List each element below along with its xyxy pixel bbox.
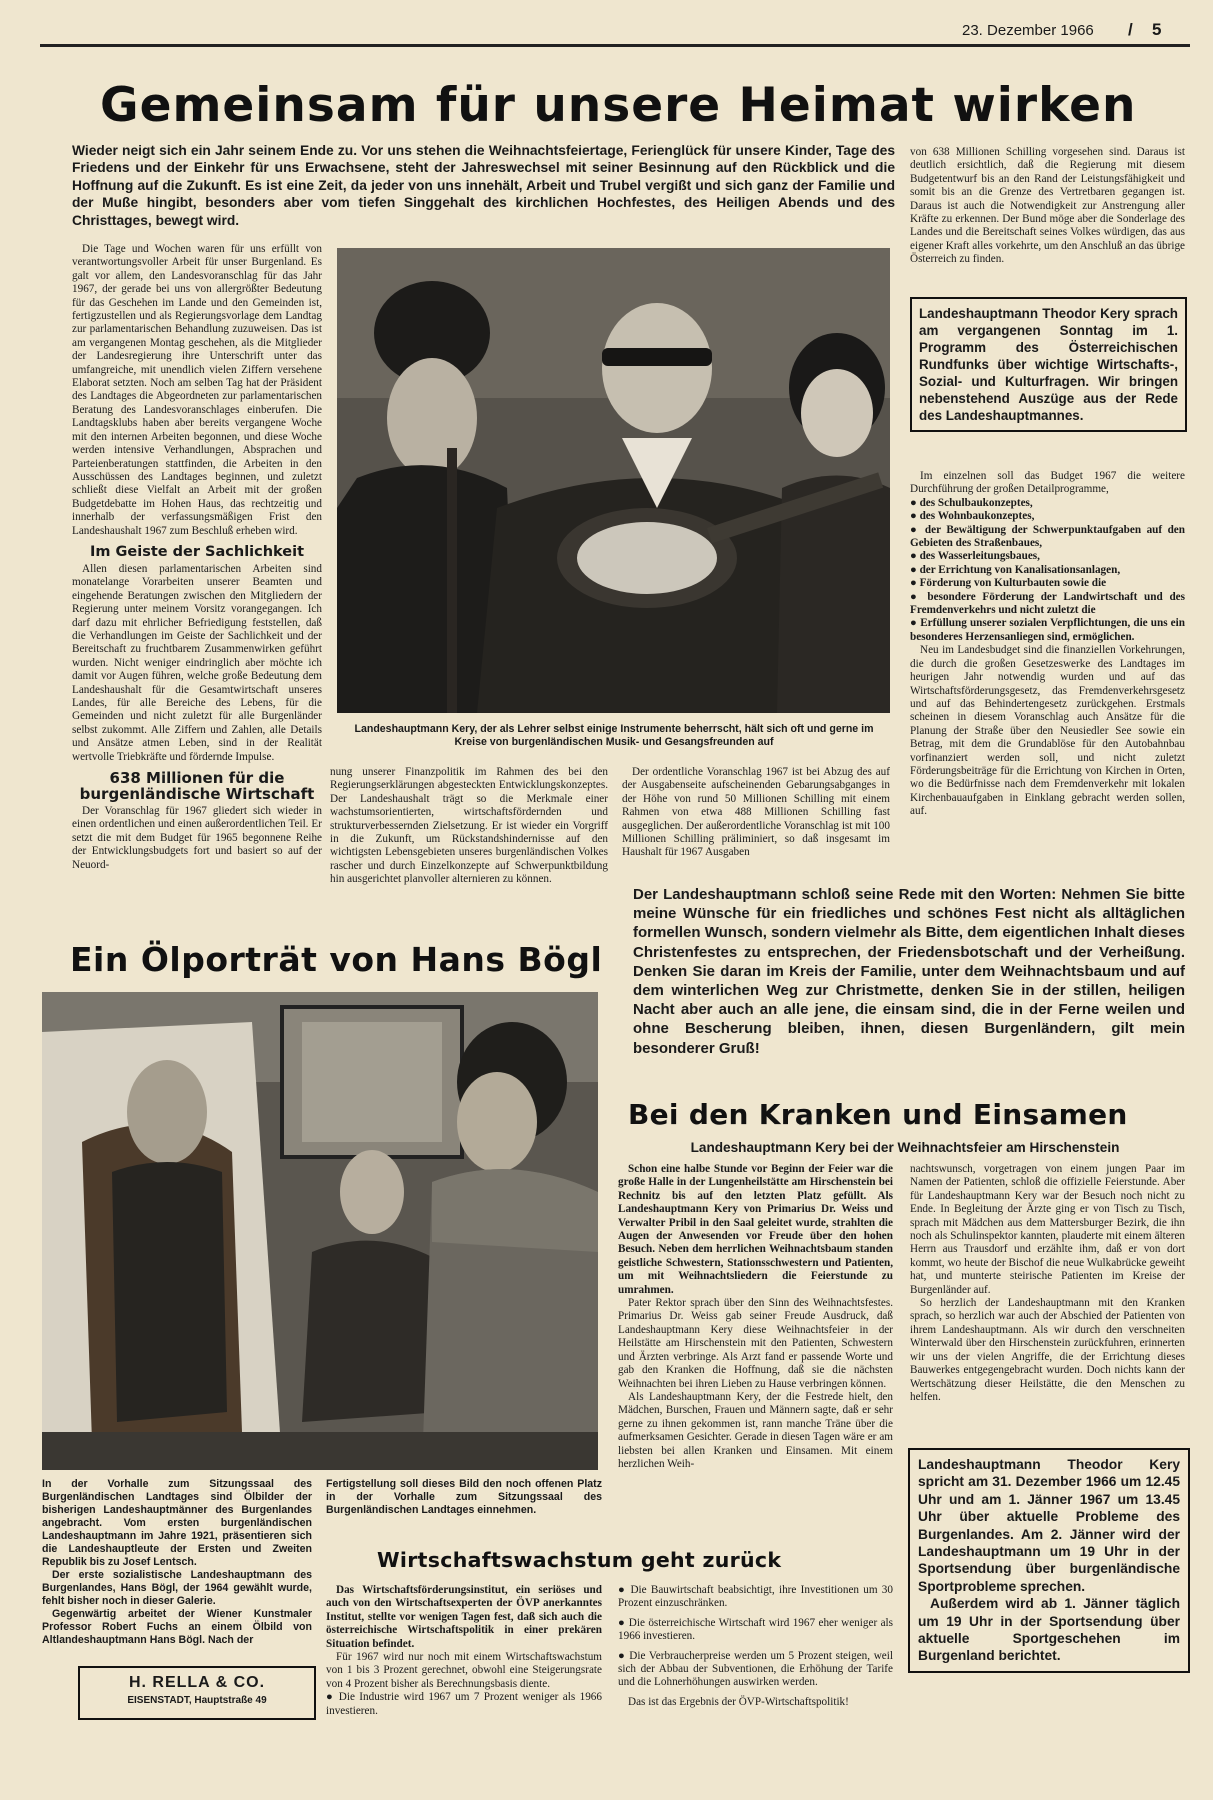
header-date: 23. Dezember 1966 bbox=[962, 22, 1094, 39]
headline-wirtschaftswachstum: Wirtschaftswachstum geht zurück bbox=[377, 1548, 782, 1572]
article1-column2 bbox=[330, 766, 608, 887]
article1-paragraph: Im einzelnen soll das Budget 1967 die weitere Durchführung der großen Detailprogramme, bbox=[910, 470, 1185, 496]
article1-paragraph: Allen diesen parlamentarischen Arbeiten sind monatelange Vorarbeiten unserer Beamten und eingehende Beratungen zwischen den Mitgliedern der Regierung unter meinem Vorsitz vorangegangen. Ich darf dazu mit ehrlicher Befriedigung feststellen, daß die Verhandlungen im Geiste der Sachlichkeit und der Bereitschaft zu fruchtbarem Zusammenwirken geführt wurden. Nicht weniger eindringlich aber möchte ich damit vor Augen führen, welche große Bedeutung dem Landeshaushalt für die Gesamtwirtschaft unseres Landes, für alle Bereiche des Lebens, für die Gemeinden und nicht zuletzt für alle Burgenländer selbst zukommt. Alle Ziffern und Zahlen, alle Details und Ansätze atmen Leben, sind in der Realität wertvolle Triebkräfte und fördernde Impulse. bbox=[72, 562, 322, 763]
article4-paragraph: Für 1967 wird nur noch mit einem Wirtschaftswachstum von 1 bis 3 Prozent gerechnet, obwohl eine Steigerungsrate von 4 Prozent bisher als Berechnungsbasis diente. bbox=[326, 1651, 602, 1690]
list-item: ● der Bewältigung der Schwerpunktaufgaben auf den Gebieten des Straßenbaues, bbox=[910, 524, 1185, 551]
headline-main: Gemeinsam für unsere Heimat wirken bbox=[100, 78, 1137, 133]
subtitle-hirschenstein: Landeshauptmann Kery bei der Weihnachtsfeier am Hirschenstein bbox=[690, 1140, 1120, 1155]
article4-list-2 bbox=[618, 1584, 893, 1690]
subhead-millionen: 638 Millionen für die burgenländische Wirtschaft bbox=[79, 769, 315, 804]
caption-portrait-left bbox=[42, 1478, 312, 1647]
headline-kranken: Bei den Kranken und Einsamen bbox=[628, 1098, 1128, 1131]
photo-caption-kery: Landeshauptmann Kery, der als Lehrer selbst einige Instrumente beherrscht, hält sich oft und gerne im Kreise von burgenländischen Musik- und Gesangsfreunden auf bbox=[354, 723, 874, 748]
header-rule bbox=[40, 44, 1190, 47]
list-item: ● Die Bauwirtschaft beabsichtigt, ihre Investitionen um 30 Prozent einzuschränken. bbox=[618, 1584, 893, 1611]
info-box-sendungen-p1: Landeshauptmann Theodor Kery spricht am 31. Dezember 1966 um 12.45 Uhr und am 1. Jänner 1967 um 13.45 Uhr über aktuelle Probleme des Burgenlandes. Am 2. Jänner wird der Landeshauptmann um 19 Uhr in der Sportsendung über burgenländische Sportprobleme sprechen. bbox=[918, 1457, 1180, 1594]
list-item: ● Die Verbraucherpreise werden um 5 Prozent steigen, weil sich der Abbau der Subventionen, die Erhöhung der Tarife und die Lohnerhöhungen auswirken werden. bbox=[618, 1650, 893, 1690]
page-number: 5 bbox=[1152, 20, 1162, 39]
article3-paragraph: So herzlich der Landeshauptmann mit den Kranken sprach, so herzlich war auch der Abschied der Patienten von ihrem Landeshauptmann. Als wir durch den verschneiten Winterwald über den Hirschenstein zurückfuhren, erinnerten wir uns der vielen Angriffe, die der Errichtung dieses Bauwerkes entgegengebracht wurden. Doch nichts kann der Wertschätzung dieser Heilstätte, die den Menschen zu helfen. bbox=[910, 1297, 1185, 1403]
list-item: ● besondere Förderung der Landwirtschaft und des Fremdenverkehrs und nicht zuletzt die bbox=[910, 591, 1185, 618]
info-box-rundfunk: Landeshauptmann Theodor Kery sprach am vergangenen Sonntag im 1. Programm des Österreichischen Rundfunks über wichtige Wirtschafts-, Sozial- und Kulturfragen. Wir bringen nebenstehend Auszüge aus der Rede des Landeshauptmannes. bbox=[910, 297, 1187, 432]
photo-kery-musicians bbox=[337, 248, 890, 713]
article1-paragraph: von 638 Millionen Schilling vorgesehen sind. Daraus ist deutlich ersichtlich, daß die Regierung mit diesem Budgetentwurf bis an den Rand der Leistungsfähigkeit und somit bis an die Grenze des Vertretbaren gegangen ist. Daraus ist auch die Notwendigkeit zur Anstrengung aller Kräfte zu erkennen. Der Bund möge aber die Sonderlage des Landes und die Bereitschaft seines Volkes würdigen, das aus eigener Kraft alles vorkehrte, um den Anschluß an das übrige Österreich zu finden. bbox=[910, 146, 1185, 266]
article4-paragraph: Das ist das Ergebnis der ÖVP-Wirtschaftspolitik! bbox=[628, 1695, 849, 1708]
article1-paragraph: Die Tage und Wochen waren für uns erfüllt von verantwortungsvoller Arbeit für unser Burgenland. Es galt vor allem, den Landesvoranschlag für das Jahr 1967, der gerade bei uns von allergrößter Bedeutung für das Geschehen im Lande und den Gemeinden ist, fertigzustellen und als Regierungsvorlage dem Landtag zur parlamentarischen Behandlung zuzuweisen. Das ist am vergangenen Montag geschehen, als die Mitglieder der Landesregierung ihre Unterschrift unter das umfangreiche, mit unendlich vielen Ziffern versehene Elaborat setzten. Noch am selben Tag hat der Präsident des Landtages die Abgeordneten zur parlamentarischen Beratung des Landesvoranschlages einberufen. Die Landtagsklubs haben aber bereits vergangene Woche mit den internen Arbeiten begonnen, und diese Woche werden intensive Verhandlungen, Absprachen und Parteienberatungen stattfinden, die Arbeiten in den Ausschüssen des Landtages beginnen, und zuletzt schließt diese Vielfalt an Arbeit mit der großen Budgetdebatte im Hohen Haus, das rechtzeitig und innerhalb der verfassungsmäßigen Frist den Landeshaushalt 1967 zum Beschluß erheben wird. bbox=[72, 243, 322, 537]
article1-paragraph: Neu im Landesbudget sind die finanziellen Vorkehrungen, die durch die großen Gesetzeswerke des Landtages im heurigen Jahr notwendig wurden und auf das Wirtschaftsförderungsgesetz, das Fremdenverkehrsgesetz und auf das Behindertengesetz zurückgehen. Erstmals scheinen in diesem Voranschlag auch Ansätze für die Planung der Straße über den Neusiedler See sowie ein Betrag, mit dem die Grundablöse für den Autobahnbau vorfinanziert werden soll, und nicht zuletzt Förderungsbeiträge für die Errichtung von Kirchen in Orten, wo die Bedürfnisse nach dem Fremdenverkehr mit lokalen Kirchenbauaufgaben in Einklang gebracht werden sollen, auf. bbox=[910, 644, 1185, 818]
photo-kery-musicians-image bbox=[337, 248, 890, 713]
list-item: ● der Errichtung von Kanalisationsanlagen, bbox=[910, 564, 1185, 577]
list-item: ● des Wasserleitungsbaues, bbox=[910, 550, 1185, 563]
closing-statement: Der Landeshauptmann schloß seine Rede mit den Worten: Nehmen Sie bitte meine Wünsche für ein friedliches und schönes Fest nicht als alltäglichen formellen Wunsch, sondern vielmehr als Bitte, dem eigentlichen Inhalt dieses Christenfestes zu entsprechen, der Friedensbotschaft und der Verheißung. Denken Sie daran im Kreis der Familie, unter dem Weihnachtsbaum und auf dem winterlichen Weg zur Christmette, denken Sie in der stillen, heiligen Nacht aber auch an alle jene, die einsam sind, die in der Ferne weilen und ohne Bescherung bleiben, ihnen, diesen Burgenländern, gilt mein besonderer Gruß! bbox=[633, 886, 1185, 1057]
caption-paragraph: Der erste sozialistische Landeshauptmann des Burgenlandes, Hans Bögl, der 1964 gewählt wurde, fehlt bisher noch in dieser Galerie. bbox=[42, 1569, 312, 1607]
list-item: ● des Schulbaukonzeptes, bbox=[910, 497, 1185, 510]
ad-rella bbox=[78, 1666, 316, 1720]
budget-program-list bbox=[910, 497, 1185, 644]
article3-paragraph: Schon eine halbe Stunde vor Beginn der Feier war die große Halle in der Lungenheilstätte am Hirschenstein bei Rechnitz bis auf den letzten Platz gefüllt. Als Landeshauptmann Kery von Primarius Dr. Weiss und Verwalter Pribil in den Saal geleitet wurde, strahlten die Augen der Anwesenden vor Freude über den hohen Besuch. Neben dem herrlichen Weihnachtsbaum standen geistliche Schwestern, Stationsschwestern und Patienten, um mit Weihnachtsliedern die Feierstunde zu umrahmen. bbox=[618, 1163, 893, 1296]
article1-paragraph: Der ordentliche Voranschlag 1967 ist bei Abzug des auf der Ausgabenseite aufscheinenden Gebarungsabganges in der Höhe von rund 50 Millionen Schilling mit einem Rahmen von etwa 488 Millionen Schilling fast ausgeglichen. Der außerordentliche Voranschlag ist mit 100 Millionen Schilling präliminiert, so daß insgesamt im Haushalt für 1967 Ausgaben bbox=[622, 766, 890, 859]
list-item: ● Die Industrie wird 1967 um 7 Prozent weniger als 1966 investieren. bbox=[326, 1691, 602, 1718]
article3-paragraph: nachtswunsch, vorgetragen von einem jungen Paar im Namen der Patienten, schloß die offizielle Feierstunde. Aber für Landeshauptmann Kery war der Besuch noch nicht zu Ende. In Begleitung der Ärzte ging er von Tisch zu Tisch, sprach mit Mädchen aus dem Mattersburger Bezirk, die ihn noch als Schulinspektor kannten, plauderte mit einem älteren Herrn aus Trausdorf und erzählte ihm, daß er von dort kommt, wo heute der Bischof die neue Wulkabrücke geweiht hat, und munterte steirische Patienten im Kreise der Burgenländer auf. bbox=[910, 1163, 1185, 1296]
list-item: ● Erfüllung unserer sozialen Verpflichtungen, die uns ein besonderes Herzensanliegen sind, ermöglichen. bbox=[910, 617, 1185, 644]
lead-paragraph: Wieder neigt sich ein Jahr seinem Ende zu. Vor uns stehen die Weihnachtsfeiertage, Ferienglück für unsere Kinder, Tage des Friedens und der Einkehr für uns Erwachsene, steht der Jahreswechsel mit seiner Besinnung auf den Rückblick und die Hoffnung auf die Zukunft. Es ist eine Zeit, da jeder von uns innehält, Arbeit und Trubel vergißt und sich ganz der Familie und der Muße hingibt, besonders aber vom tiefen Singgehalt des kirchlichen Hochfestes, des Heiligen Abends und des Christtages, bewegt wird. bbox=[72, 143, 895, 228]
headline-oelportraet: Ein Ölporträt von Hans Bögl bbox=[70, 940, 603, 979]
article1-column4-lower bbox=[910, 470, 1185, 819]
subhead-sachlichkeit: Im Geiste der Sachlichkeit bbox=[89, 543, 305, 560]
caption-portrait-right bbox=[326, 1478, 602, 1517]
article3-paragraph: Als Landeshauptmann Kery, der die Festrede hielt, den Mädchen, Burschen, Frauen und Männern sagte, daß er sehr gerne zu ihnen gekommen ist, rann manche Träne über die aufmerksamen Gesichter. Gerade in diesen Tagen wäre er am liebsten bei allen Kranken und Einsamen. Mit einem herzlichen Weih- bbox=[618, 1390, 893, 1470]
list-item: ● des Wohnbaukonzeptes, bbox=[910, 510, 1185, 523]
article1-column1 bbox=[72, 243, 322, 872]
article1-column3 bbox=[622, 766, 890, 860]
ad-rella-name: H. RELLA & CO. bbox=[128, 1674, 266, 1691]
caption-paragraph: Gegenwärtig arbeitet der Wiener Kunstmaler Professor Robert Fuchs an einem Ölbild von Altlandeshauptmann Hans Bögl. Nach der bbox=[42, 1608, 312, 1646]
article4-list-1 bbox=[326, 1691, 602, 1718]
list-item: ● Förderung von Kulturbauten sowie die bbox=[910, 577, 1185, 590]
photo-portrait-boegl bbox=[42, 992, 598, 1470]
article1-paragraph: nung unserer Finanzpolitik im Rahmen des bei den Regierungserklärungen abgesteckten Entwicklungskonzeptes. Der Landeshaushalt trägt so die Merkmale einer wachstumsorientierten, wirtschaftsfördernden und strukturverbessernden Zielsetzung. Er ist wieder ein Vorgriff in die Zukunft, um Rückstandshindernisse auf den wichtigsten Lebensgebieten unseres burgenländischen Volkes rascher und durch Einzelkonzepte auf Schwerpunktbildung hin ausgerichtet planvoller alternieren zu können. bbox=[330, 766, 608, 886]
article3-column1 bbox=[618, 1163, 893, 1471]
article3-column2 bbox=[910, 1163, 1185, 1404]
caption-paragraph: In der Vorhalle zum Sitzungssaal des Burgenländischen Landtages sind Ölbilder der bisherigen Landeshauptmänner des Burgenlandes angebracht. Vom ersten burgenländischen Landeshauptmann im Jahre 1921, präsentieren sich die Landeshauptleute der Ersten und Zweiten Republik bis zu Josef Lentsch. bbox=[42, 1478, 312, 1568]
header-page-mark: / bbox=[1128, 20, 1133, 39]
caption-paragraph: Fertigstellung soll dieses Bild den noch offenen Platz in der Vorhalle zum Sitzungssaal des Burgenländischen Landtages einnehmen. bbox=[326, 1478, 602, 1516]
list-item: ● Die österreichische Wirtschaft wird 1967 eher weniger als 1966 investieren. bbox=[618, 1617, 893, 1644]
article1-column4 bbox=[910, 146, 1185, 267]
photo-portrait-boegl-image bbox=[42, 992, 598, 1470]
article4-paragraph: Das Wirtschaftsförderungsinstitut, ein seriöses und auch von den Wirtschaftsexperten der ÖVP anerkanntes Institut, stellte vor wenigen Tagen fest, daß sich auch die österreichische Wirtschaftspolitik in einer prekären Situation befindet. bbox=[326, 1584, 602, 1650]
article4-column1 bbox=[326, 1584, 602, 1718]
article4-column2 bbox=[618, 1584, 893, 1709]
info-box-sendungen-p2: Außerdem wird ab 1. Jänner täglich um 19 Uhr in der Sportsendung über aktuelle Sportgeschehen im Burgenland berichtet. bbox=[918, 1596, 1180, 1664]
ad-rella-address: EISENSTADT, Hauptstraße 49 bbox=[127, 1695, 267, 1706]
info-box-sendungen bbox=[908, 1448, 1190, 1673]
article3-paragraph: Pater Rektor sprach über den Sinn des Weihnachtsfestes. Primarius Dr. Weiss gab seiner Freude Ausdruck, daß Landeshauptmann Kery diese Weihnachtsfeier in der Heilstätte am Hirschenstein mit den Patienten, Schwestern und Ärzten verbringe. Als Arzt fand er passende Worte und gab den Kranken die Hoffnung, daß sie die nächsten Weihnachten bei ihren Lieben zu Hause verbringen können. bbox=[618, 1297, 893, 1390]
article1-paragraph: Der Voranschlag für 1967 gliedert sich wieder in einen ordentlichen und einen außerordentlichen Teil. Er setzt die mit dem Budget für 1965 begonnene Reihe der Entwicklungsbudgets fort und basiert so auf der Neuord- bbox=[72, 805, 322, 871]
